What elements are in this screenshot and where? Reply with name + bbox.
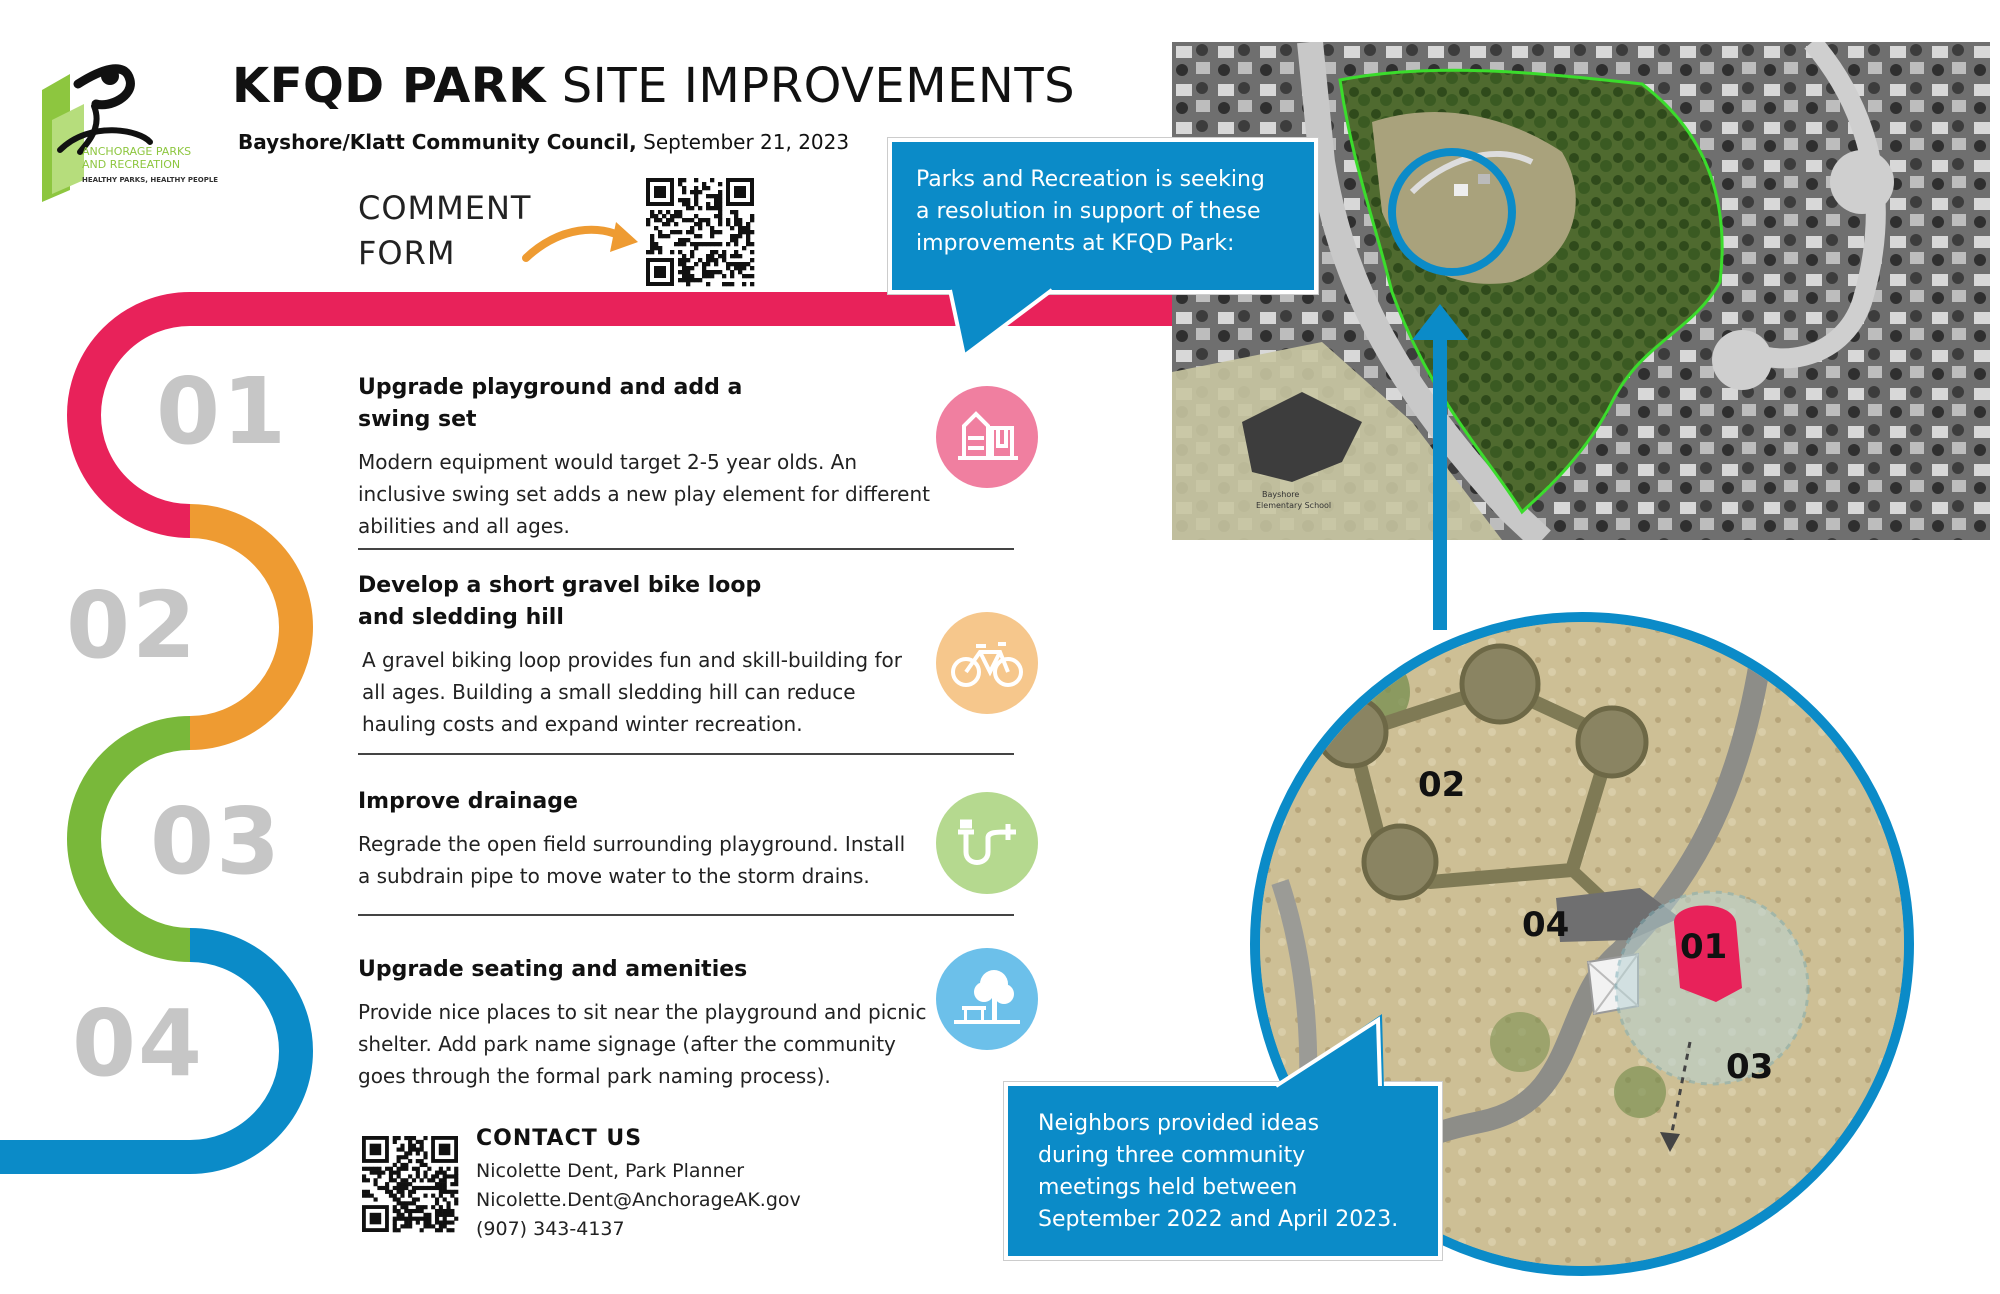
divider — [358, 914, 1014, 916]
item-title-line: Upgrade playground and add a — [358, 375, 743, 400]
desc-line: all ages. Building a small sledding hill can reduce — [362, 680, 856, 704]
item-title-03 — [358, 786, 578, 818]
item-title-line: swing set — [358, 407, 477, 432]
item-desc-02 — [362, 644, 902, 740]
item-title-04 — [358, 954, 747, 986]
contact-phone[interactable]: (907) 343-4137 — [476, 1218, 625, 1240]
council-name: Bayshore/Klatt Community Council, — [238, 130, 637, 154]
drain-pipe-icon — [936, 792, 1038, 894]
item-title-01 — [358, 372, 742, 436]
neighbors-callout — [1008, 1086, 1438, 1256]
callout-line: during three community — [1038, 1143, 1306, 1168]
divider — [358, 548, 1014, 550]
item-title-line: and sledding hill — [358, 605, 564, 630]
logo-line1: ANCHORAGE PARKS — [82, 145, 192, 158]
callout-line: Parks and Recreation is seeking — [916, 167, 1265, 192]
callout-line: improvements at KFQD Park: — [916, 231, 1235, 256]
desc-line: A gravel biking loop provides fun and skill-building for — [362, 648, 902, 672]
callout-line: September 2022 and April 2023. — [1038, 1207, 1399, 1232]
contact-email[interactable]: Nicolette.Dent@AnchorageAK.gov — [476, 1189, 801, 1211]
connector-arrow — [1400, 300, 1480, 630]
school-label-2: Elementary School — [1256, 501, 1332, 510]
resolution-callout — [892, 142, 1314, 290]
callout-pointer-top — [946, 286, 1066, 366]
school-label: Bayshore — [1262, 490, 1300, 499]
map-label-03: 03 — [1726, 1047, 1774, 1087]
item-title-line: Upgrade seating and amenities — [358, 957, 748, 982]
desc-line: Modern equipment would target 2-5 year olds. An — [358, 450, 858, 474]
title-bold: KFQD PARK — [232, 58, 546, 114]
contact-qr-code[interactable] — [362, 1136, 458, 1232]
aerial-map — [1172, 42, 1990, 540]
desc-line: Regrade the open field surrounding playground. Install — [358, 832, 906, 856]
tree-bench-icon — [936, 948, 1038, 1050]
item-title-line: Develop a short gravel bike loop — [358, 573, 762, 598]
contact-name: Nicolette Dent, Park Planner — [476, 1160, 745, 1182]
comment-line2: FORM — [358, 234, 456, 272]
item-desc-01 — [358, 446, 930, 542]
title-light: SITE IMPROVEMENTS — [561, 58, 1076, 114]
desc-line: Provide nice places to sit near the playground and picnic — [358, 1000, 927, 1024]
desc-line: hauling costs and expand winter recreation. — [362, 712, 803, 736]
contact-heading: CONTACT US — [476, 1126, 643, 1151]
bicycle-icon — [936, 612, 1038, 714]
callout-line: meetings held between — [1038, 1175, 1298, 1200]
callout-pointer-bottom — [1264, 1014, 1394, 1094]
map-label-01: 01 — [1680, 927, 1728, 967]
step-number-02: 02 — [66, 572, 199, 679]
item-title-02 — [358, 570, 761, 634]
item-desc-04 — [358, 996, 927, 1092]
desc-line: abilities and all ages. — [358, 514, 570, 538]
step-number-04: 04 — [72, 990, 205, 1097]
desc-line: a subdrain pipe to move water to the storm drains. — [358, 864, 870, 888]
desc-line: shelter. Add park name signage (after the community — [358, 1032, 896, 1056]
step-number-03: 03 — [150, 788, 283, 895]
item-title-line: Improve drainage — [358, 789, 578, 814]
callout-line: Neighbors provided ideas — [1038, 1111, 1320, 1136]
desc-line: goes through the formal park naming process). — [358, 1064, 831, 1088]
map-label-04: 04 — [1522, 905, 1570, 945]
logo-line2: AND RECREATION — [82, 158, 181, 171]
item-desc-03 — [358, 828, 905, 892]
map-label-02: 02 — [1418, 765, 1466, 805]
divider — [358, 753, 1014, 755]
comment-line1: COMMENT — [358, 189, 532, 227]
callout-line: a resolution in support of these — [916, 199, 1261, 224]
playground-icon — [936, 386, 1038, 488]
logo-tagline: HEALTHY PARKS, HEALTHY PEOPLE — [82, 176, 219, 184]
desc-line: inclusive swing set adds a new play element for different — [358, 482, 930, 506]
step-number-01: 01 — [156, 358, 289, 465]
meeting-date: September 21, 2023 — [643, 130, 850, 154]
